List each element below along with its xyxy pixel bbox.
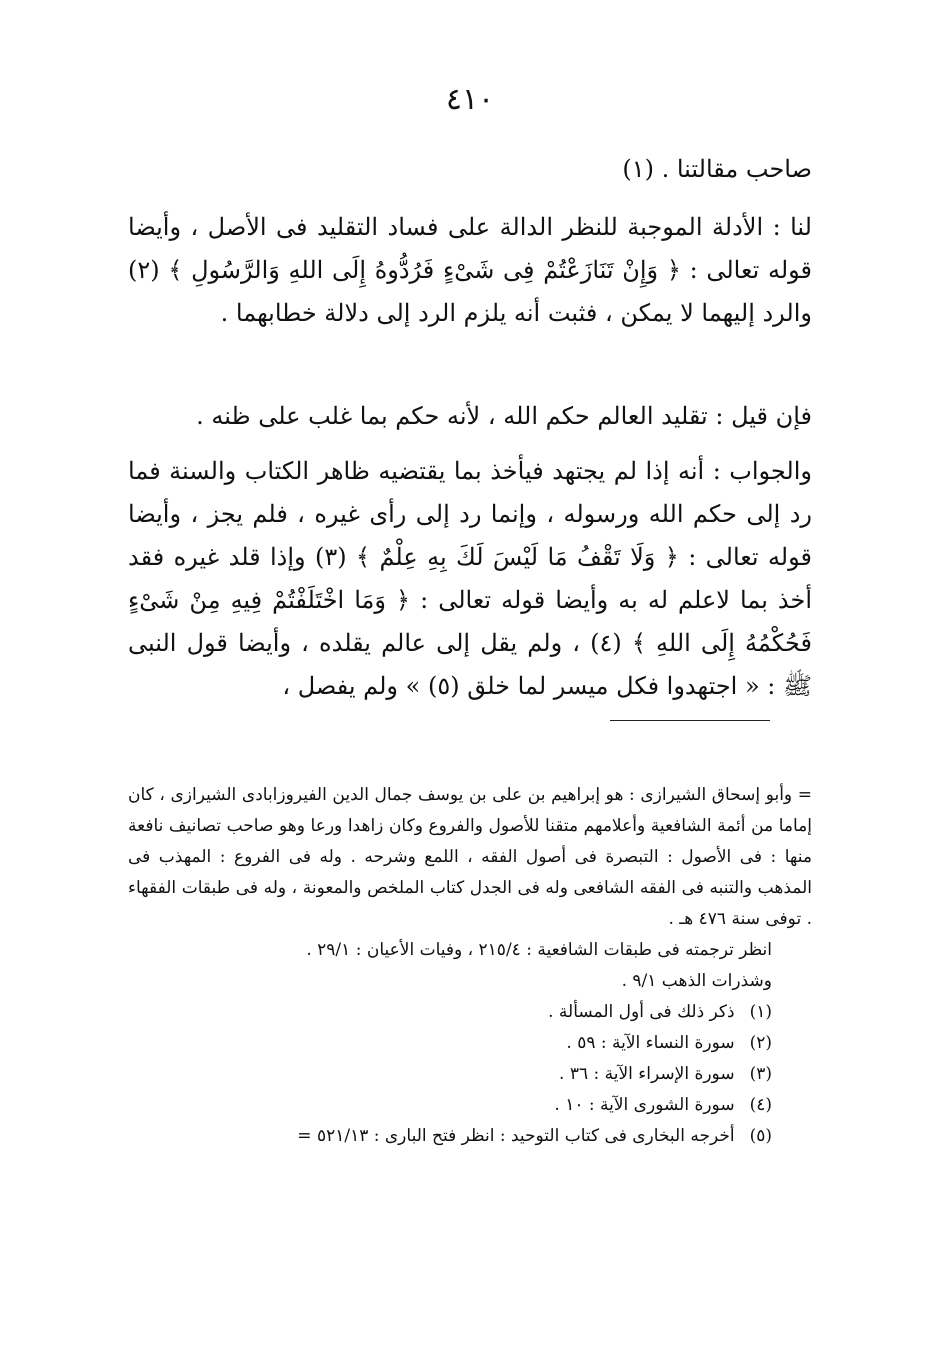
footnote-continuation: = وأبو إسحاق الشيرازى : هو إبراهيم بن على بن يوسف جمال الدين الفيروزابادى الشيرازى ، كان إماما من أئمة الشافعية وأعلامهم متقنا للأصول والفروع وكان زاهدا ورعا وهو صاحب تصانيف نافعة منها : فى الأصول : التبصرة فى أصول الفقه ، اللمع وشرحه . وله فى الفروع : المهذب فى المذهب والتنبه فى الفقه الشافعى وله فى الجدل كتاب الملخص والمعونة ، وله فى طبقات الفقهاء . توفى سنة ٤٧٦ هـ . [128,785,812,929]
footnote-number: (١) [749,1002,772,1022]
main-paragraph-3 [128,395,812,438]
main-paragraph-2 [128,206,812,335]
footnote-item [128,1028,772,1059]
footnote-number: (٥) [749,1126,772,1146]
paragraph-text: فإن قيل : تقليد العالم حكم الله ، لأنه حكم بما غلب على ظنه . [196,402,812,430]
main-paragraph-1 [128,148,812,191]
footnote-number: (٤) [749,1095,772,1115]
page-number: ٤١٠ [445,82,495,117]
footnote-reference-line: انظر ترجمته فى طبقات الشافعية : ٢١٥/٤ ، وفيات الأعيان : ٢٩/١ . [306,940,772,960]
footnotes-section [128,780,812,1152]
footnote-text: سورة الشورى الآية : ١٠ . [554,1095,735,1115]
footnote-item [128,1090,772,1121]
footnote-references [128,935,812,997]
footnote-number: (٢) [749,1033,772,1053]
footnote-reference-line: وشذرات الذهب ٩/١ . [621,971,772,991]
footnote-separator [610,720,770,721]
footnote-text: سورة النساء الآية : ٥٩ . [566,1033,735,1053]
footnote-text: ذكر ذلك فى أول المسألة . [548,1002,735,1022]
paragraph-text: والجواب : أنه إذا لم يجتهد فيأخذ بما يقتضيه ظاهر الكتاب والسنة فما رد إلى حكم الله ورسوله ، وإنما رد إلى رأى غيره ، فلم يجز ، وأيضا قوله تعالى : ﴿ وَلَا تَقْفُ مَا لَيْسَ لَكَ بِهِ عِلْمٌ ﴾ (٣) وإذا قلد غيره فقد أخذ بما لاعلم له به وأيضا قوله تعالى : ﴿ وَمَا اخْتَلَفْتُمْ فِيهِ مِنْ شَىْءٍ فَحُكْمُهُ إِلَى اللهِ ﴾ (٤) ، ولم يقل إلى عالم يقلده ، وأيضا قول النبى ﷺ : « اجتهدوا فكل ميسر لما خلق (٥) » ولم يفصل ، [128,457,813,700]
paragraph-text: لنا : الأدلة الموجبة للنظر الدالة على فساد التقليد فى الأصل ، وأيضا قوله تعالى : ﴿ وَإِنْ تَنَازَعْتُمْ فِى شَىْءٍ فَرُدُّوهُ إِلَى اللهِ وَالرَّسُولِ ﴾ (٢) والرد إليهما لا يمكن ، فثبت أنه يلزم الرد إلى دلالة خطابهما . [128,213,812,327]
paragraph-text: صاحب مقالتنا . (١) [622,155,812,183]
footnote-item [128,1059,772,1090]
footnote-text: أخرجه البخارى فى كتاب التوحيد : انظر فتح البارى : ٥٢١/١٣ = [297,1126,735,1146]
footnote-item [128,1121,772,1152]
main-paragraph-4 [128,450,812,708]
footnote-list [128,997,812,1152]
footnote-item [128,997,772,1028]
footnote-number: (٣) [749,1064,772,1084]
footnote-text: سورة الإسراء الآية : ٣٦ . [559,1064,735,1084]
